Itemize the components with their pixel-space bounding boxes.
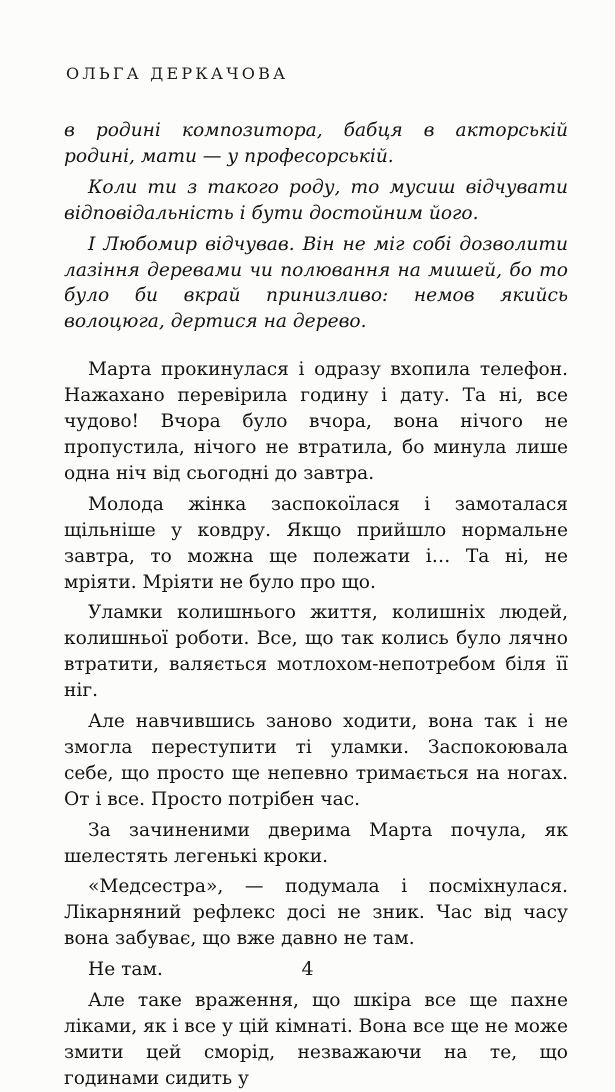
- page-text-block: [64, 118, 568, 1092]
- body-paragraph: Молода жінка заспокоїлася і замоталася щільніше у ковдру. Якщо прийшло нормальне завтра, то можна ще полежати і… Та ні, не мріяти. Мріяти не було про що.: [64, 493, 568, 593]
- section-break: [64, 335, 568, 357]
- running-header-author: ОЛЬГА ДЕРКАЧОВА: [66, 64, 289, 83]
- body-paragraph: «Медсестра», — подумала і посміхнулася. Лікарняний рефлекс досі не зник. Час від часу вона забуває, що вже давно не там.: [64, 876, 568, 950]
- body-paragraph: Уламки колишнього життя, колишніх людей, колишньої роботи. Все, що так колись було лячно втратити, валяється мотлохом-непотребом біля її ніг.: [64, 602, 568, 702]
- body-paragraph: Але навчившись заново ходити, вона так і не змогла переступити ті уламки. Заспокоювала себе, що просто ще непевно тримається на ногах. От і все. Просто потрібен час.: [64, 711, 568, 810]
- italic-paragraph: в родині композитора, бабця в акторській родині, мати — у професорській.: [64, 120, 568, 167]
- italic-paragraph: Коли ти з такого роду, то мусиш відчувати відповідальність і бути достойним його.: [64, 176, 568, 224]
- body-paragraph: Не там.: [88, 959, 163, 981]
- page-number: 4: [301, 958, 314, 980]
- body-paragraph: За зачиненими дверима Марта почула, як шелестять легенькі кроки.: [64, 819, 568, 867]
- italic-paragraph: І Любомир відчував. Він не міг собі дозволити лазіння деревами чи полювання на мишей, бо то було би вкрай принизливо: немов якийсь волоцюга, дертися на дерево.: [64, 233, 568, 333]
- body-paragraph: Марта прокинулася і одразу вхопила телефон. Нажахано перевірила годину і дату. Та ні, все чудово! Вчора було вчора, вона нічого не пропустила, нічого не втратила, бо минула лише одна ніч від сьогодні до завтра.: [64, 359, 568, 484]
- body-paragraph: Але таке враження, що шкіра все ще пахне ліками, як і все у цій кімнаті. Вона все ще не може змити цей сморід, незважаючи на те, що годинами сидить у: [64, 990, 568, 1089]
